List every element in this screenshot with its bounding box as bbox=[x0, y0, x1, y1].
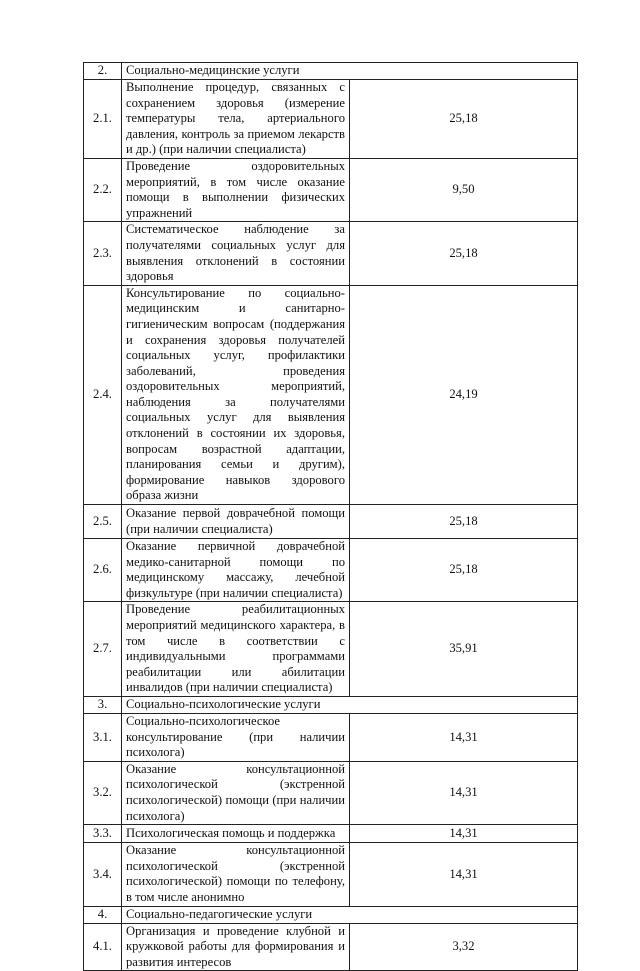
row-number: 3. bbox=[84, 696, 122, 713]
service-description: Проведение оздоровительных мероприятий, в том числе оказание помощи в выполнении физических упражнений bbox=[122, 158, 350, 221]
section-title: Социально-психологические услуги bbox=[122, 696, 578, 713]
row-number: 4. bbox=[84, 906, 122, 923]
service-price: 25,18 bbox=[350, 505, 578, 539]
row-number: 3.2. bbox=[84, 761, 122, 824]
row-number: 2.5. bbox=[84, 505, 122, 539]
row-number: 3.3. bbox=[84, 825, 122, 843]
table-row bbox=[84, 761, 578, 824]
service-description: Оказание консультационной психологической (экстренной психологической) помощи (при наличии психолога) bbox=[122, 761, 350, 824]
row-number: 2.4. bbox=[84, 285, 122, 504]
service-description: Консультирование по социально-медицинским и санитарно-гигиеническим вопросам (поддержания и сохранения здоровья получателей социальных услуг, профилактики заболеваний, проведения оздоровительных мероприятий, наблюдения за получателями социальных услуг для выявления отклонений в состоянии их здоровья, вопросам возрастной адаптации, планирования семьи и другим), формирование навыков здорового образа жизни bbox=[122, 285, 350, 504]
table-row bbox=[84, 843, 578, 906]
service-price: 14,31 bbox=[350, 761, 578, 824]
service-description: Проведение реабилитационных мероприятий медицинского характера, в том числе в соответствии с индивидуальными программами реабилитации или абилитации инвалидов (при наличии специалиста) bbox=[122, 602, 350, 697]
section-title: Социально-медицинские услуги bbox=[122, 63, 578, 80]
table-row bbox=[84, 539, 578, 602]
service-description: Систематическое наблюдение за получателями социальных услуг для выявления отклонений в состоянии здоровья bbox=[122, 222, 350, 285]
row-number: 2.6. bbox=[84, 539, 122, 602]
table-row bbox=[84, 825, 578, 843]
service-description: Выполнение процедур, связанных с сохранением здоровья (измерение температуры тела, артериального давления, контроль за приемом лекарств и др.) (при наличии специалиста) bbox=[122, 80, 350, 159]
row-number: 3.1. bbox=[84, 713, 122, 761]
table-row bbox=[84, 713, 578, 761]
row-number: 4.1. bbox=[84, 923, 122, 971]
service-price: 25,18 bbox=[350, 80, 578, 159]
service-price: 24,19 bbox=[350, 285, 578, 504]
services-price-table bbox=[83, 62, 578, 971]
row-number: 2.2. bbox=[84, 158, 122, 221]
service-price: 14,31 bbox=[350, 825, 578, 843]
row-number: 3.4. bbox=[84, 843, 122, 906]
row-number: 2.3. bbox=[84, 222, 122, 285]
table-row bbox=[84, 285, 578, 504]
service-price: 3,32 bbox=[350, 923, 578, 971]
row-number: 2.1. bbox=[84, 80, 122, 159]
service-description: Психологическая помощь и поддержка bbox=[122, 825, 350, 843]
row-number: 2.7. bbox=[84, 602, 122, 697]
service-description: Социально-психологическое консультирование (при наличии психолога) bbox=[122, 713, 350, 761]
service-price: 25,18 bbox=[350, 539, 578, 602]
service-description: Организация и проведение клубной и кружковой работы для формирования и развития интересов bbox=[122, 923, 350, 971]
table-row bbox=[84, 80, 578, 159]
table-section-row bbox=[84, 906, 578, 923]
row-number: 2. bbox=[84, 63, 122, 80]
service-price: 14,31 bbox=[350, 713, 578, 761]
table-section-row bbox=[84, 63, 578, 80]
service-price: 35,91 bbox=[350, 602, 578, 697]
section-title: Социально-педагогические услуги bbox=[122, 906, 578, 923]
table-row bbox=[84, 505, 578, 539]
table-row bbox=[84, 158, 578, 221]
table-row bbox=[84, 923, 578, 971]
table-row bbox=[84, 222, 578, 285]
service-price: 9,50 bbox=[350, 158, 578, 221]
service-description: Оказание первой доврачебной помощи (при наличии специалиста) bbox=[122, 505, 350, 539]
service-price: 14,31 bbox=[350, 843, 578, 906]
service-price: 25,18 bbox=[350, 222, 578, 285]
service-description: Оказание первичной доврачебной медико-санитарной помощи по медицинскому массажу, лечебной физкультуре (при наличии специалиста) bbox=[122, 539, 350, 602]
table-row bbox=[84, 602, 578, 697]
table-section-row bbox=[84, 696, 578, 713]
service-description: Оказание консультационной психологической (экстренной психологической) помощи по телефону, в том числе анонимно bbox=[122, 843, 350, 906]
